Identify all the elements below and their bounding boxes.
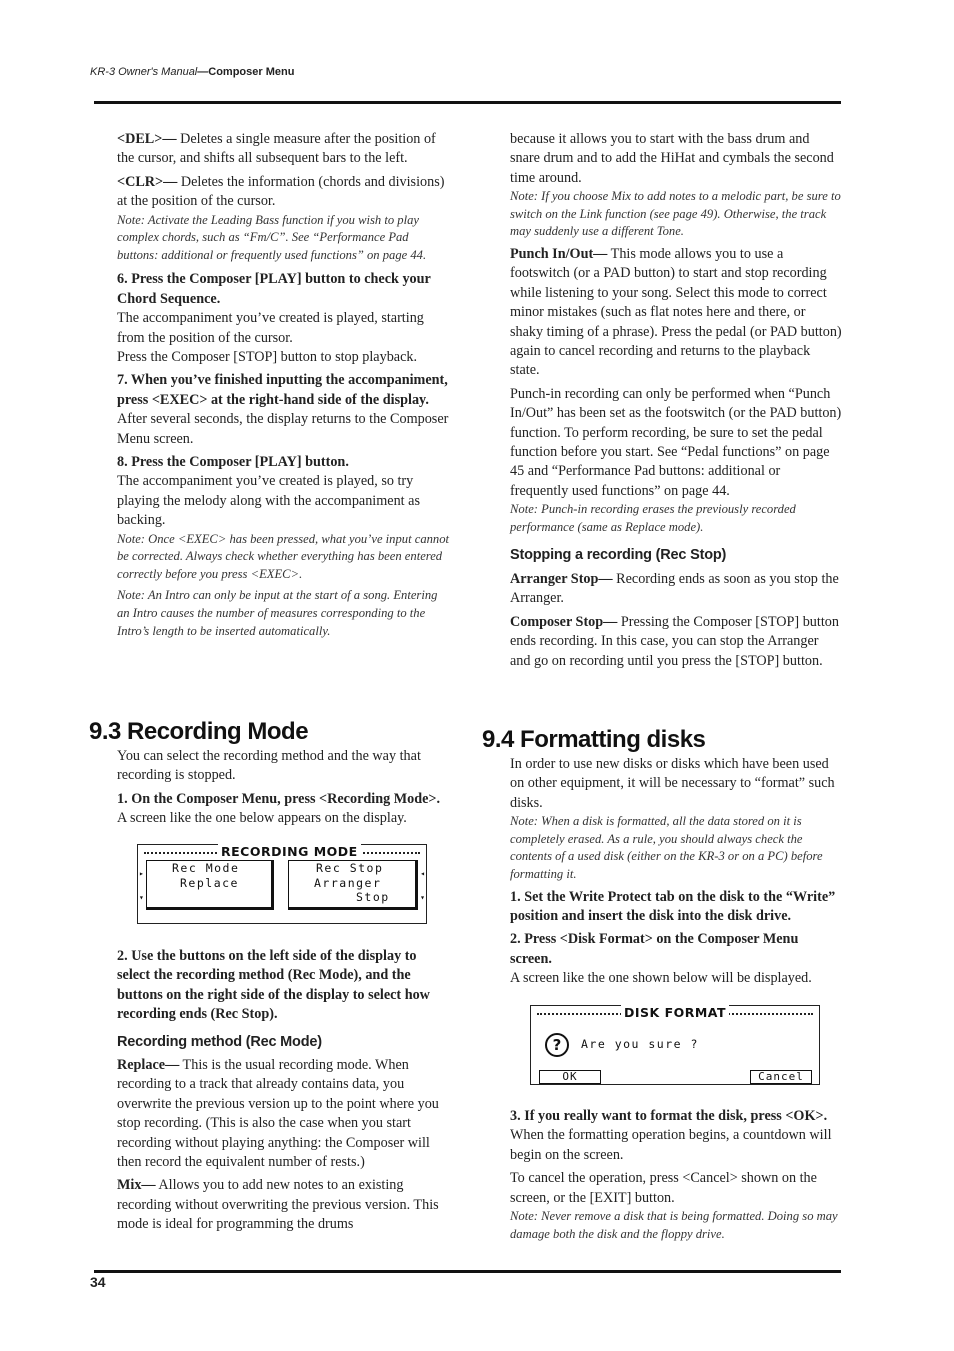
del-text: Deletes a single measure after the position of the cursor, and shifts all subsequent bars to the left.: [117, 131, 436, 167]
cancel-button[interactable]: Cancel: [750, 1070, 812, 1084]
step-7: 7. When you’ve finished inputting the accompaniment, press <EXEC> at the right-hand side of the display.: [117, 372, 448, 408]
sec94-step-2: 2. Press <Disk Format> on the Composer Menu screen.: [510, 931, 799, 967]
note-format-erase: Note: When a disk is formatted, all the data stored on it is completely erased. As a rule, you should always check the contents of a used disk (either on the KR-3 or on a PC) before formatting it.: [510, 814, 823, 881]
note-exec: Note: Once <EXEC> has been pressed, what you’ve input cannot be corrected. Always check whether everything has been entered correctly before you press <EXEC>.: [117, 531, 450, 581]
rec-mode-label: Rec Mode: [172, 861, 240, 875]
replace-paragraph: [117, 1056, 449, 1172]
note-link: Note: If you choose Mix to add notes to a melodic part, be sure to switch on the Link function (see page 49). Otherwise, the track may suddenly use a different Tone.: [510, 189, 841, 239]
replace-label: Replace—: [117, 1057, 180, 1074]
section-9-4-title: 9.4 Formatting disks: [482, 726, 706, 753]
rec-stop-subheading: Stopping a recording (Rec Stop): [510, 547, 727, 564]
sec94-cancel-text: To cancel the operation, press <Cancel> shown on the screen, or the [EXIT] button.: [510, 1170, 817, 1206]
composer-stop-text: Pressing the Composer [STOP] button ends recording. In this case, you can stop the Arranger and go on recording until you press the [STOP] button.: [510, 613, 839, 669]
replace-text: This is the usual recording mode. When recording to a track that already contains data, you overwrite the previous version up to the point where you stop recording. (This is also the case when you start recording without playing anything: the Composer will then record the equivalent number of rests.): [117, 1057, 439, 1171]
section-9-4-body-a: [510, 755, 842, 993]
del-paragraph: [117, 130, 449, 169]
clr-paragraph: [117, 173, 449, 212]
sec93-intro: You can select the recording method and the way that recording is stopped.: [117, 748, 421, 784]
right-p1: because it allows you to start with the bass drum and snare drum and to add the HiHat and cymbals the second time around.: [510, 131, 834, 186]
rec-stop-value-2: Stop: [356, 890, 390, 904]
section-9-4-body-b: [510, 1107, 842, 1247]
del-label: <DEL>—: [117, 131, 177, 147]
mix-text: Allows you to add new notes to an existing recording without overwriting the previous version. This mode is ideal for programming the drums: [117, 1177, 439, 1233]
punch-paragraph: [510, 245, 842, 381]
page-number: 34: [90, 1274, 106, 1290]
step-6-text-1: The accompaniment you’ve created is played, starting from the position of the cursor.: [117, 310, 424, 346]
sec94-step-3: 3. If you really want to format the disk, press <OK>.: [510, 1108, 828, 1124]
mix-paragraph: [117, 1176, 449, 1234]
composer-stop-paragraph: [510, 613, 842, 671]
arranger-stop-text: Recording ends as soon as you stop the Arranger.: [510, 570, 839, 607]
section-9-3-body-a: [117, 747, 449, 833]
punch-label: Punch In/Out—: [510, 246, 608, 262]
recording-mode-lcd: [137, 844, 427, 924]
sec93-step-2: 2. Use the buttons on the left side of the display to select the recording method (Rec Mode), and the buttons on the right side of the display to select how recording ends (Rec Stop).: [117, 948, 430, 1023]
bottom-rule: [94, 1270, 841, 1273]
right-arrow-icon-2: ▾: [420, 893, 425, 902]
question-icon: ?: [545, 1033, 569, 1057]
section-9-3-title: 9.3 Recording Mode: [89, 718, 309, 745]
step-8-text: The accompaniment you’ve created is played, so try playing the melody along with the accompaniment as backing.: [117, 473, 420, 529]
sec94-step-1: 1. Set the Write Protect tab on the disk to the “Write” position and insert the disk into the disk drive.: [510, 888, 836, 924]
lcd-title: RECORDING MODE: [218, 844, 361, 859]
punch-text: This mode allows you to use a footswitch (or a PAD button) to start and stop recording while listening to your song. Select this mode to correct minor mistakes (such as flat notes here and there, or shaky timing of a phrase). Press the pedal (or PAD button) again to cancel recording and returns to the playback state.: [510, 246, 842, 379]
clr-label: <CLR>—: [117, 173, 178, 190]
arranger-stop-label: Arranger Stop—: [510, 570, 613, 587]
mix-label: Mix—: [117, 1177, 156, 1194]
right-p2: Punch-in recording can only be performed when “Punch In/Out” has been set as the footswitch (or the PAD button) function. To perform recording, be sure to set the pedal function before you start. See “Pedal functions” on page 45 and “Performance Pad buttons: additional or frequently used functions” on page 44.: [510, 385, 842, 499]
step-6: 6. Press the Composer [PLAY] button to check your Chord Sequence.: [117, 271, 431, 307]
rec-stop-label: Rec Stop: [316, 861, 384, 875]
composer-stop-label: Composer Stop—: [510, 613, 618, 630]
note-punch: Note: Punch-in recording erases the previously recorded performance (same as Replace mode).: [510, 502, 796, 534]
disk-format-lcd: [530, 1005, 820, 1085]
sec94-step-2-text: A screen like the one shown below will be displayed.: [510, 970, 812, 987]
sec93-step-1: 1. On the Composer Menu, press <Recording Mode>.: [117, 790, 441, 807]
header-manual: KR-3 Owner's Manual: [90, 66, 198, 78]
rec-stop-value-1: Arranger: [314, 876, 382, 890]
ok-button[interactable]: OK: [539, 1070, 601, 1084]
confirm-message: Are you sure ?: [581, 1037, 699, 1051]
right-column-top: [510, 130, 842, 675]
arranger-stop-paragraph: [510, 570, 842, 609]
sec94-intro: In order to use new disks or disks which have been used on other equipment, it will be necessary to “format” such disks.: [510, 756, 835, 811]
section-9-3-body-b: [117, 947, 449, 1239]
note-intro: Note: An Intro can only be input at the start of a song. Entering an Intro causes the number of measures corresponding to the Intro’s length to be inserted automatically.: [117, 588, 438, 638]
note-never-remove: Note: Never remove a disk that is being formatted. Doing so may damage both the disk and the floppy drive.: [510, 1209, 838, 1241]
header-section: —Composer Menu: [197, 66, 295, 78]
step-7-text: After several seconds, the display returns to the Composer Menu screen.: [117, 411, 449, 447]
left-column-top: [117, 130, 449, 644]
running-header: [90, 66, 294, 78]
lcd-title: DISK FORMAT: [621, 1005, 729, 1020]
sec94-step-3-text: When the formatting operation begins, a countdown will begin on the screen.: [510, 1127, 832, 1163]
sec93-step-1-text: A screen like the one below appears on the display.: [117, 810, 407, 827]
step-6-text-2: Press the Composer [STOP] button to stop playback.: [117, 349, 418, 366]
right-arrow-icon: ◂: [420, 869, 425, 878]
sec93-subheading-rec-mode: Recording method (Rec Mode): [117, 1033, 322, 1050]
step-8: 8. Press the Composer [PLAY] button.: [117, 454, 349, 471]
note-leading-bass: Note: Activate the Leading Bass function if you wish to play complex chords, such as “Fm/C”. See “Performance Pad buttons: additional or frequently used functions” on page 44.: [117, 212, 427, 262]
clr-text: Deletes the information (chords and divisions) at the position of the cursor.: [117, 173, 445, 210]
left-arrow-icon-2: ▾: [139, 893, 144, 902]
left-arrow-icon: ▸: [139, 869, 144, 878]
top-rule: [94, 101, 841, 104]
rec-mode-value: Replace: [180, 876, 239, 890]
